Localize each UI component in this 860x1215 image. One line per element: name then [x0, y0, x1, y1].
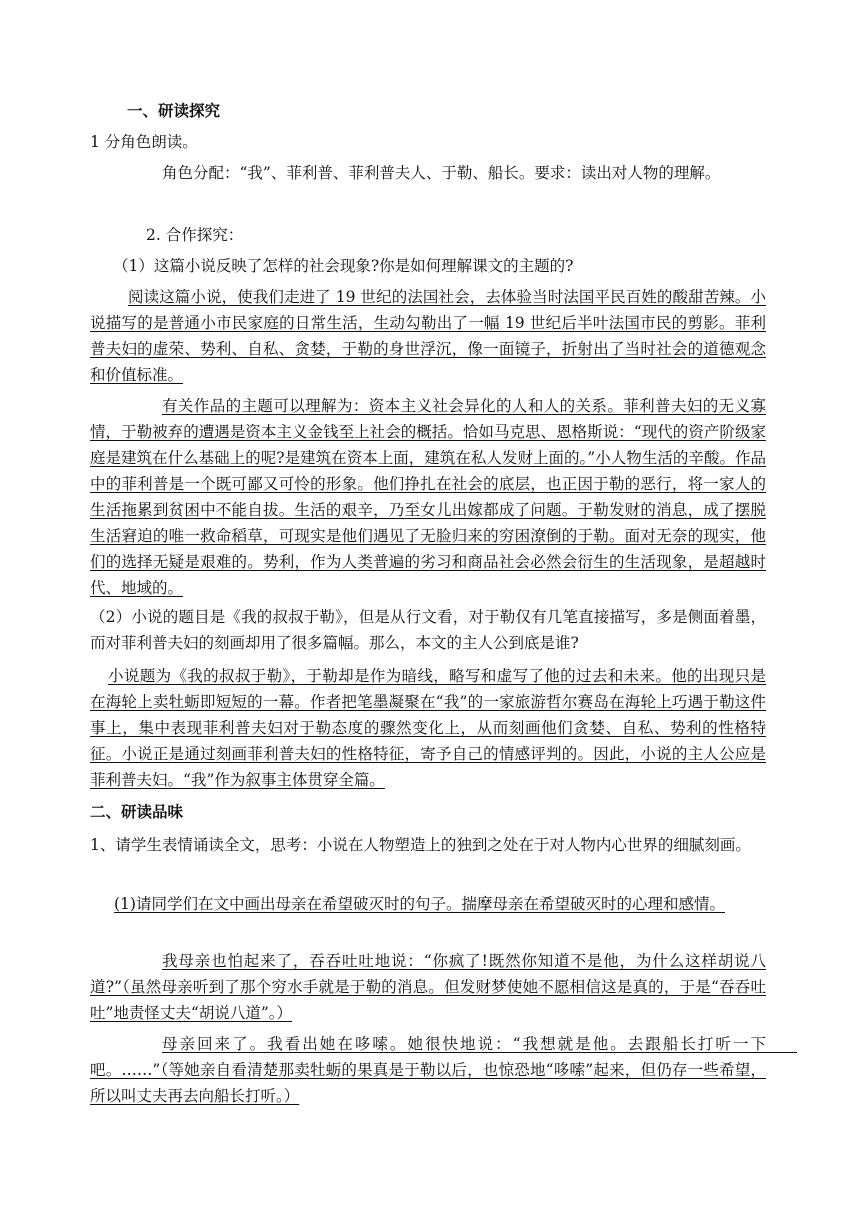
item1-roles: 角色分配：“我”、菲利普、菲利普夫人、于勒、船长。要求：读出对人物的理解。 — [162, 164, 721, 182]
section2-heading: 二、研读品味 — [90, 802, 184, 821]
answer-2: 小说题为《我的叔叔于勒》，于勒却是作为暗线，略写和虚写了他的过去和未来。他的出现只是在海轮上卖牡蛎即短短的一幕。作者把笔墨凝聚在“我”的一家旅游哲尔赛岛在海轮上巧遇于勒这件事上，集中表现菲利普夫妇对于勒态度的骤然变化上，从而刻画他们贪婪、自私、势利的性格特征。小说正是通过刻画菲利普夫妇的性格特征，寄予自己的情感评判的。因此，小说的主人公应是菲利普夫妇。“我”作为叙事主体贯穿全篇。 — [90, 667, 766, 789]
section2-item1: 1、请学生表情诵读全文，思考：小说在人物塑造上的独到之处在于对人物内心世界的细腻刻画。 — [90, 836, 751, 854]
quote-1: 我母亲也怕起来了，吞吞吐吐地说：“你疯了!既然你知道不是他，为什么这样胡说八道?”（虽然母亲听到了那个穷水手就是于勒的消息。但发财梦使她不愿相信这是真的，于是“吞吞吐吐”地责怪丈夫“胡说八道”。） — [90, 952, 766, 1022]
answer-1-paragraph-2: 有关作品的主题可以理解为：资本主义社会异化的人和人的关系。菲利普夫妇的无义寡情，于勒被弃的遭遇是资本主义金钱至上社会的概括。恰如马克思、恩格斯说：“现代的资产阶级家庭是建筑在什么基础上的呢?是建筑在资本上面，建筑在私人发财上面的。”小人物生活的辛酸。作品中的菲利普是一个既可鄙又可怜的形象。他们挣扎在社会的底层，也正因于勒的恶行，将一家人的生活拖累到贫困中不能自拔。生活的艰辛，乃至女儿出嫁都成了问题。于勒发财的消息，成了摆脱生活窘迫的唯一救命稻草，可现实是他们遇见了无脸归来的穷困潦倒的于勒。面对无奈的现实，他们的选择无疑是艰难的。势利，作为人类普遍的劣习和商品社会必然会衍生的生活现象，是超越时代、地域的。 — [90, 397, 766, 597]
item1-label: 1 分角色朗读。 — [90, 133, 198, 151]
quote-2: 母亲回来了。我看出她在哆嗦。她很快地说：“我想就是他。去跟船长打听一下 吧。……”（等她亲自看清楚那卖牡蛎的果真是于勒以后，也惊恐地“哆嗦”起来，但仍存一些希望，所以叫丈夫再去向船长打听。） — [90, 1035, 798, 1105]
question-1: （1）这篇小说反映了怎样的社会现象?你是如何理解课文的主题的? — [113, 257, 574, 275]
section1-heading: 一、研读探究 — [127, 101, 221, 120]
section2-subquestion-1: (1)请同学们在文中画出母亲在希望破灭时的句子。揣摩母亲在希望破灭时的心理和感情。 — [114, 895, 725, 913]
answer-1-paragraph-1: 阅读这篇小说，使我们走进了 19 世纪的法国社会，去体验当时法国平民百姓的酸甜苦辣。小说描写的是普通小市民家庭的日常生活，生动勾勒出了一幅 19 世纪后半叶法国市民的剪影。菲利普夫妇的虚荣、势利、自私、贪婪，于勒的身世浮沉，像一面镜子，折射出了当时社会的道德观念和价值标准。 — [90, 288, 766, 384]
item2-label: 2. 合作探究： — [146, 226, 244, 244]
question-2: （2）小说的题目是《我的叔叔于勒》，但是从行文看，对于勒仅有几笔直接描写，多是侧面着墨，而对菲利普夫妇的刻画却用了很多篇幅。那么，本文的主人公到底是谁? — [90, 608, 766, 652]
